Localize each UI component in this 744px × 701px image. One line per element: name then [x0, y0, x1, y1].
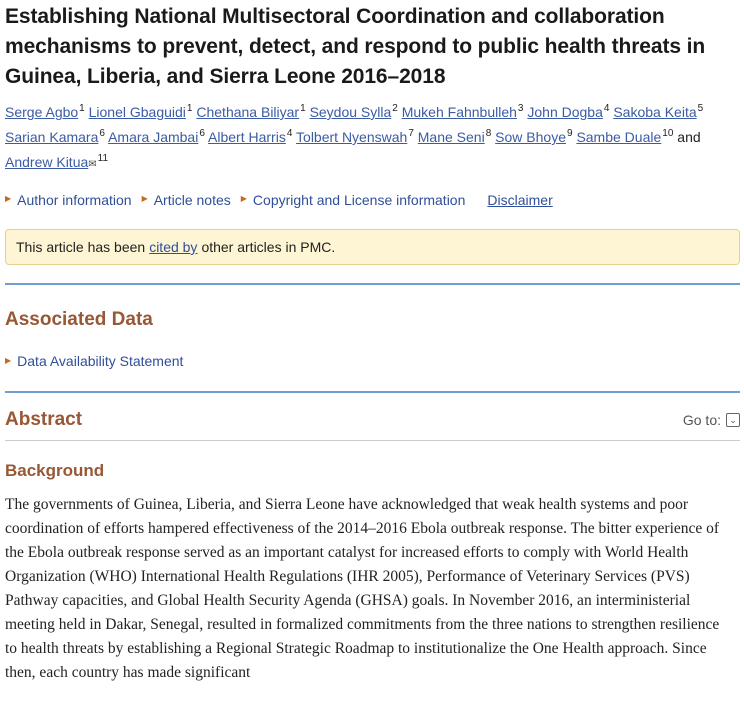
author-link[interactable]: Mane Seni [417, 129, 485, 145]
article-meta-links [5, 191, 740, 209]
affiliation-number[interactable]: 9 [566, 128, 573, 140]
author-link[interactable]: Andrew Kitua [5, 154, 89, 170]
author-link[interactable]: Sarian Kamara [5, 129, 99, 145]
affiliation-number[interactable]: 1 [300, 103, 306, 115]
article-title: Establishing National Multisectoral Coordination and collaboration mechanisms to prevent, detect, and respond to public health threats in Guinea, Liberia, and Sierra Leone 2016–2018 [5, 5, 706, 88]
affiliation-number[interactable]: 7 [408, 128, 414, 140]
author-link[interactable]: Seydou Sylla [309, 104, 392, 120]
article-page [5, 0, 740, 701]
cited-by-notice [5, 229, 740, 265]
abstract-header [5, 409, 740, 431]
author-link[interactable]: Lionel Gbaguidi [88, 104, 186, 120]
authors-and-text: and [677, 129, 701, 145]
section-divider [5, 283, 740, 285]
article-notes-label: Article notes [153, 192, 231, 208]
data-availability-toggle[interactable] [5, 353, 740, 369]
author-link[interactable]: Sambe Duale [576, 129, 662, 145]
author-link[interactable]: Amara Jambai [108, 129, 199, 145]
author-link[interactable]: Sow Bhoye [495, 129, 566, 145]
affiliation-number[interactable]: 11 [97, 153, 109, 165]
affiliation-number[interactable]: 6 [199, 128, 205, 140]
author-link[interactable]: Chethana Biliyar [196, 104, 300, 120]
affiliation-number[interactable]: 2 [392, 103, 398, 115]
author-link[interactable]: Tolbert Nyenswah [296, 129, 408, 145]
author-link[interactable]: John Dogba [527, 104, 603, 120]
chevron-down-icon: ⌄ [726, 413, 740, 427]
affiliation-number[interactable]: 6 [99, 128, 105, 140]
affiliation-number[interactable]: 1 [186, 103, 193, 115]
notice-prefix: This article has been [16, 239, 146, 255]
author-information-toggle[interactable] [5, 191, 132, 209]
affiliation-number[interactable]: 10 [662, 128, 674, 140]
goto-label: Go to: [682, 412, 721, 428]
triangle-right-icon: ▶ [141, 194, 148, 203]
background-heading: Background [5, 461, 105, 480]
abstract-background-text: The governments of Guinea, Liberia, and Sierra Leone have acknowledged that weak health systems and poor coordination of efforts hampered effectiveness of the 2014–2016 Ebola outbreak response. The bitter experience of the Ebola outbreak response served as an important catalyst for increased efforts to comply with World Health Organization (WHO) International Health Regulations (IHR 2005), Performance of Veterinary Services (PVS) Pathway capacities, and Global Health Security Agenda (GHSA) goals. In November 2016, an interministerial meeting held in Dakar, Senegal, resulted in formalized commitments from the three nations to strengthen resilience to health threats by establishing a Regional Strategic Roadmap to institutionalize the One Health approach. Since then, each country has made significant [5, 496, 720, 681]
disclaimer-link[interactable]: Disclaimer [487, 192, 553, 208]
associated-data-heading: Associated Data [5, 309, 153, 330]
data-availability-label: Data Availability Statement [17, 353, 184, 369]
affiliation-number[interactable]: 4 [603, 103, 610, 115]
affiliation-number[interactable]: 3 [517, 103, 524, 115]
affiliation-number[interactable]: 8 [485, 128, 492, 140]
author-information-label: Author information [17, 192, 132, 208]
abstract-divider [5, 440, 740, 441]
author-link[interactable]: Sakoba Keita [613, 104, 697, 120]
copyright-label: Copyright and License information [252, 192, 466, 208]
author-list [5, 100, 740, 177]
notice-suffix: other articles in PMC. [201, 239, 336, 255]
envelope-icon[interactable]: ✉ [88, 159, 97, 170]
section-divider [5, 391, 740, 393]
abstract-heading: Abstract [5, 409, 83, 430]
author-link[interactable]: Albert Harris [208, 129, 286, 145]
affiliation-number[interactable]: 1 [79, 103, 85, 115]
cited-by-link[interactable]: cited by [149, 239, 198, 255]
triangle-right-icon: ▶ [240, 194, 247, 203]
copyright-toggle[interactable] [241, 191, 466, 209]
affiliation-number[interactable]: 4 [286, 128, 293, 140]
triangle-right-icon: ▶ [5, 194, 12, 203]
triangle-right-icon: ▶ [5, 355, 12, 365]
affiliation-number[interactable]: 5 [697, 103, 704, 115]
article-notes-toggle[interactable] [142, 191, 231, 209]
author-link[interactable]: Serge Agbo [5, 104, 79, 120]
author-link[interactable]: Mukeh Fahnbulleh [401, 104, 517, 120]
goto-menu[interactable] [683, 412, 740, 428]
